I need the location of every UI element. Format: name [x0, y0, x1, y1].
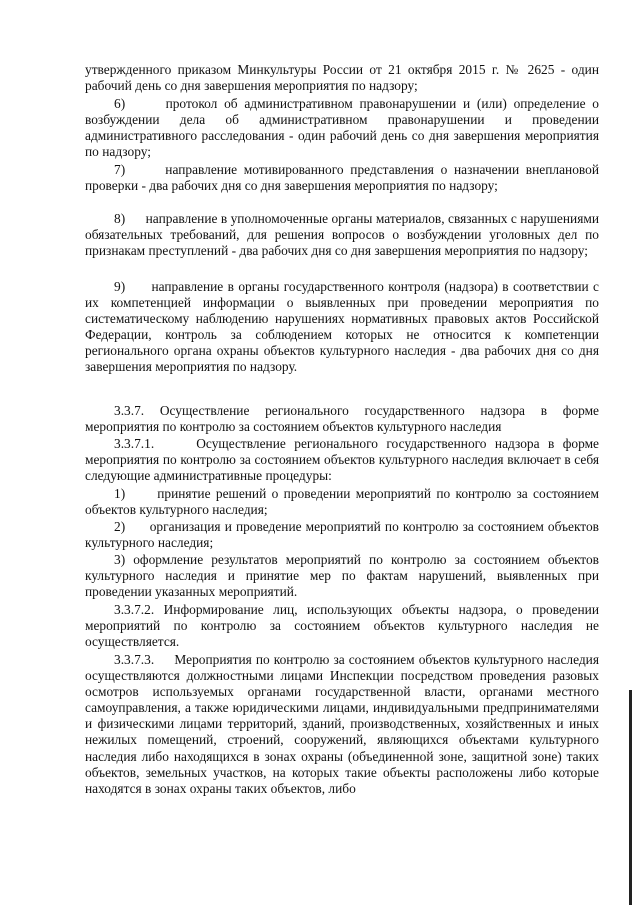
section-heading-3-3-7: 3.3.7. Осуществление регионального государственного надзора в форме мероприятия по контролю за состоянием объектов культурного наследия	[85, 403, 599, 435]
paragraph-continuation: утвержденного приказом Минкультуры России от 21 октября 2015 г. № 2625 - один рабочий день со дня завершения мероприятия по надзору;	[85, 62, 599, 94]
list-item-8: 8) направление в уполномоченные органы материалов, связанных с нарушениями обязательных требований, для решения вопросов о возбуждении уголовных дел по признакам преступлений - два рабочих дня со дня завершения мероприятия по надзору;	[85, 211, 599, 259]
list-item-7: 7) направление мотивированного представления о назначении внеплановой проверки - два рабочих дня со дня завершения мероприятия по надзору;	[85, 162, 599, 194]
paragraph-3-3-7-1: 3.3.7.1. Осуществление регионального государственного надзора в форме мероприятия по контролю за состоянием объектов культурного наследия включает в себя следующие административные процедуры:	[85, 436, 599, 484]
paragraph-3-3-7-3: 3.3.7.3. Мероприятия по контролю за состоянием объектов культурного наследия осуществляются должностными лицами Инспекции посредством проведения разовых осмотров используемых органами государственной власти, органами местного самоуправления, а также юридическими лицами, индивидуальными предпринимателями и физическими лицами территорий, зданий, производственных, хозяйственных и иных нежилых помещений, строений, сооружений, являющихся объектами культурного наследия либо находящихся в зонах охраны (объединенной зоне, защитной зоне) таких объектов, земельных участков, на которых такие объекты расположены либо которые находятся в зонах охраны таких объектов, либо	[85, 652, 599, 796]
paragraph-3-3-7-2: 3.3.7.2. Информирование лиц, использующих объекты надзора, о проведении мероприятий по контролю за состоянием объектов культурного наследия не осуществляется.	[85, 602, 599, 650]
list-item-6: 6) протокол об административном правонарушении и (или) определение о возбуждении дела об административном правонарушении и проведении административного расследования - один рабочий день со дня завершения мероприятия по надзору;	[85, 96, 599, 160]
list-item-9: 9) направление в органы государственного контроля (надзора) в соответствии с их компетенцией информации о выявленных при проведении мероприятия по систематическому наблюдению нарушениях нормативных правовых актов Российской Федерации, контроль за соблюдением которых не относится к компетенции регионального органа охраны объектов культурного наследия - два рабочих дня со дня завершения мероприятия по надзору.	[85, 279, 599, 375]
procedure-item-3: 3) оформление результатов мероприятий по контролю за состоянием объектов культурного наследия и принятие мер по фактам нарушений, выявленных при проведении указанных мероприятий.	[85, 552, 599, 600]
scan-edge-mark	[629, 690, 632, 905]
procedure-item-1: 1) принятие решений о проведении мероприятий по контролю за состоянием объектов культурного наследия;	[85, 486, 599, 518]
procedure-item-2: 2) организация и проведение мероприятий по контролю за состоянием объектов культурного наследия;	[85, 519, 599, 551]
